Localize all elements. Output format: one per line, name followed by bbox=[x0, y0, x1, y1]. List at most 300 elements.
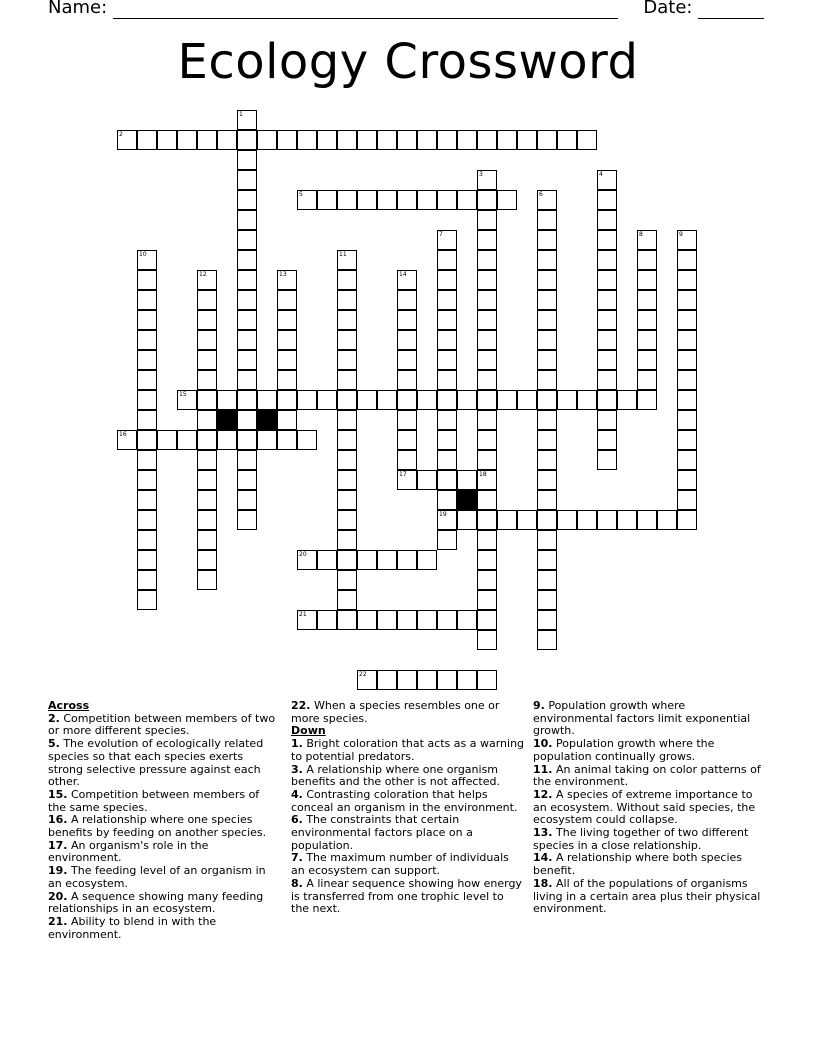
crossword-cell[interactable] bbox=[437, 670, 457, 690]
crossword-cell[interactable] bbox=[637, 230, 657, 250]
crossword-cell[interactable] bbox=[137, 530, 157, 550]
clue-number-label: 22. bbox=[291, 699, 311, 712]
crossword-cell[interactable] bbox=[237, 390, 257, 410]
crossword-cell[interactable] bbox=[477, 550, 497, 570]
crossword-cell[interactable] bbox=[637, 250, 657, 270]
crossword-cell[interactable] bbox=[317, 190, 337, 210]
crossword-cell[interactable] bbox=[237, 190, 257, 210]
crossword-cell[interactable] bbox=[477, 230, 497, 250]
clue-number: 11 bbox=[339, 251, 347, 258]
crossword-cell[interactable] bbox=[277, 330, 297, 350]
crossword-cell[interactable] bbox=[137, 370, 157, 390]
crossword-cell[interactable] bbox=[677, 490, 697, 510]
crossword-cell[interactable] bbox=[457, 510, 477, 530]
crossword-cell[interactable] bbox=[597, 450, 617, 470]
crossword-cell[interactable] bbox=[237, 130, 257, 150]
crossword-cell[interactable] bbox=[237, 210, 257, 230]
crossword-cell[interactable] bbox=[137, 550, 157, 570]
crossword-cell[interactable] bbox=[597, 410, 617, 430]
crossword-cell[interactable] bbox=[397, 410, 417, 430]
crossword-cell[interactable] bbox=[277, 390, 297, 410]
crossword-cell[interactable] bbox=[457, 390, 477, 410]
crossword-cell[interactable] bbox=[237, 290, 257, 310]
crossword-cell[interactable] bbox=[617, 510, 637, 530]
crossword-cell[interactable] bbox=[537, 330, 557, 350]
crossword-cell[interactable] bbox=[377, 190, 397, 210]
crossword-cell[interactable] bbox=[137, 450, 157, 470]
crossword-cell[interactable] bbox=[337, 190, 357, 210]
crossword-cell[interactable] bbox=[417, 610, 437, 630]
down-heading: Down bbox=[291, 724, 326, 738]
crossword-cell[interactable] bbox=[437, 350, 457, 370]
crossword-cell[interactable] bbox=[677, 390, 697, 410]
crossword-cell[interactable] bbox=[617, 390, 637, 410]
crossword-cell[interactable] bbox=[437, 270, 457, 290]
crossword-cell[interactable] bbox=[197, 470, 217, 490]
clue-number: 21 bbox=[299, 611, 307, 618]
crossword-cell[interactable] bbox=[477, 390, 497, 410]
crossword-cell[interactable] bbox=[337, 350, 357, 370]
crossword-cell[interactable] bbox=[597, 330, 617, 350]
crossword-cell[interactable] bbox=[477, 610, 497, 630]
crossword-cell[interactable] bbox=[437, 530, 457, 550]
across-clue-list-continued bbox=[291, 700, 525, 725]
crossword-cell[interactable] bbox=[237, 410, 257, 430]
crossword-cell[interactable] bbox=[597, 390, 617, 410]
crossword-cell[interactable] bbox=[197, 430, 217, 450]
crossword-cell[interactable] bbox=[517, 390, 537, 410]
crossword-cell[interactable] bbox=[417, 670, 437, 690]
clue-text: An organism's role in the environment. bbox=[48, 838, 209, 865]
crossword-cell[interactable] bbox=[137, 270, 157, 290]
crossword-cell[interactable] bbox=[597, 190, 617, 210]
crossword-cell[interactable] bbox=[337, 610, 357, 630]
crossword-cell[interactable] bbox=[337, 390, 357, 410]
crossword-cell[interactable] bbox=[537, 630, 557, 650]
crossword-cell[interactable] bbox=[197, 390, 217, 410]
crossword-cell[interactable] bbox=[337, 290, 357, 310]
crossword-cell[interactable] bbox=[397, 370, 417, 390]
clue-number: 2 bbox=[119, 131, 123, 138]
crossword-cell[interactable] bbox=[297, 390, 317, 410]
crossword-cell[interactable] bbox=[437, 130, 457, 150]
crossword-cell[interactable] bbox=[637, 290, 657, 310]
crossword-cell[interactable] bbox=[397, 290, 417, 310]
crossword-cell[interactable] bbox=[157, 430, 177, 450]
crossword-cell[interactable] bbox=[477, 430, 497, 450]
crossword-cell[interactable] bbox=[277, 410, 297, 430]
crossword-cell[interactable] bbox=[677, 250, 697, 270]
crossword-cell[interactable] bbox=[177, 130, 197, 150]
crossword-cell[interactable] bbox=[637, 390, 657, 410]
crossword-cell[interactable] bbox=[397, 550, 417, 570]
clue-number-label: 8. bbox=[291, 876, 303, 890]
crossword-cell[interactable] bbox=[497, 510, 517, 530]
crossword-cell[interactable] bbox=[197, 510, 217, 530]
crossword-cell[interactable] bbox=[477, 530, 497, 550]
black-square bbox=[257, 410, 277, 430]
crossword-cell[interactable] bbox=[537, 210, 557, 230]
crossword-cell[interactable] bbox=[597, 290, 617, 310]
crossword-cell[interactable] bbox=[197, 490, 217, 510]
crossword-cell[interactable] bbox=[597, 430, 617, 450]
crossword-cell[interactable] bbox=[477, 510, 497, 530]
crossword-cell[interactable] bbox=[477, 590, 497, 610]
crossword-cell[interactable] bbox=[477, 410, 497, 430]
crossword-cell[interactable] bbox=[557, 130, 577, 150]
crossword-cell[interactable] bbox=[597, 250, 617, 270]
crossword-cell[interactable] bbox=[677, 410, 697, 430]
crossword-cell[interactable] bbox=[357, 670, 377, 690]
crossword-cell[interactable] bbox=[337, 490, 357, 510]
crossword-cell[interactable] bbox=[417, 390, 437, 410]
crossword-cell[interactable] bbox=[537, 350, 557, 370]
crossword-cell[interactable] bbox=[597, 370, 617, 390]
crossword-cell[interactable] bbox=[497, 190, 517, 210]
crossword-cell[interactable] bbox=[197, 530, 217, 550]
crossword-cell[interactable] bbox=[337, 590, 357, 610]
crossword-cell[interactable] bbox=[477, 310, 497, 330]
crossword-cell[interactable] bbox=[277, 290, 297, 310]
clue bbox=[48, 840, 276, 865]
crossword-cell[interactable] bbox=[677, 290, 697, 310]
crossword-cell[interactable] bbox=[577, 130, 597, 150]
crossword-cell[interactable] bbox=[217, 130, 237, 150]
crossword-cell[interactable] bbox=[337, 570, 357, 590]
crossword-cell[interactable] bbox=[537, 270, 557, 290]
crossword-cell[interactable] bbox=[237, 230, 257, 250]
crossword-cell[interactable] bbox=[157, 130, 177, 150]
crossword-cell[interactable] bbox=[677, 450, 697, 470]
crossword-cell[interactable] bbox=[237, 450, 257, 470]
crossword-cell[interactable] bbox=[297, 610, 317, 630]
crossword-cell[interactable] bbox=[177, 430, 197, 450]
crossword-cell[interactable] bbox=[337, 130, 357, 150]
crossword-cell[interactable] bbox=[337, 470, 357, 490]
crossword-cell[interactable] bbox=[637, 330, 657, 350]
crossword-cell[interactable] bbox=[397, 130, 417, 150]
crossword-cell[interactable] bbox=[317, 390, 337, 410]
clue-number: 16 bbox=[119, 431, 127, 438]
crossword-cell[interactable] bbox=[377, 610, 397, 630]
crossword-cell[interactable] bbox=[337, 430, 357, 450]
crossword-cell[interactable] bbox=[537, 310, 557, 330]
crossword-cell[interactable] bbox=[237, 490, 257, 510]
crossword-cell[interactable] bbox=[537, 230, 557, 250]
crossword-cell[interactable] bbox=[537, 530, 557, 550]
crossword-cell[interactable] bbox=[137, 510, 157, 530]
crossword-cell[interactable] bbox=[237, 250, 257, 270]
crossword-cell[interactable] bbox=[197, 130, 217, 150]
crossword-cell[interactable] bbox=[477, 470, 497, 490]
crossword-cell[interactable] bbox=[277, 350, 297, 370]
clue-text: A species of extreme importance to an ecosystem. Without said species, the ecosystem could collapse. bbox=[533, 787, 756, 827]
crossword-cell[interactable] bbox=[477, 170, 497, 190]
crossword-cell[interactable] bbox=[137, 410, 157, 430]
crossword-cell[interactable] bbox=[197, 330, 217, 350]
crossword-cell[interactable] bbox=[397, 270, 417, 290]
crossword-cell[interactable] bbox=[137, 570, 157, 590]
crossword-cell[interactable] bbox=[457, 610, 477, 630]
crossword-cell[interactable] bbox=[537, 610, 557, 630]
crossword-cell[interactable] bbox=[537, 450, 557, 470]
crossword-cell[interactable] bbox=[437, 490, 457, 510]
crossword-cell[interactable] bbox=[137, 490, 157, 510]
crossword-cell[interactable] bbox=[357, 190, 377, 210]
crossword-cell[interactable] bbox=[357, 610, 377, 630]
crossword-cell[interactable] bbox=[337, 510, 357, 530]
crossword-cell[interactable] bbox=[597, 230, 617, 250]
crossword-cell[interactable] bbox=[477, 370, 497, 390]
crossword-cell[interactable] bbox=[597, 170, 617, 190]
crossword-cell[interactable] bbox=[277, 370, 297, 390]
crossword-cell[interactable] bbox=[437, 310, 457, 330]
crossword-cell[interactable] bbox=[337, 370, 357, 390]
crossword-cell[interactable] bbox=[637, 370, 657, 390]
crossword-cell[interactable] bbox=[537, 470, 557, 490]
crossword-cell[interactable] bbox=[677, 510, 697, 530]
crossword-cell[interactable] bbox=[397, 350, 417, 370]
crossword-cell[interactable] bbox=[477, 330, 497, 350]
crossword-cell[interactable] bbox=[397, 310, 417, 330]
clue-number-label: 3. bbox=[291, 762, 303, 776]
crossword-cell[interactable] bbox=[637, 270, 657, 290]
crossword-cell[interactable] bbox=[197, 370, 217, 390]
black-square bbox=[217, 410, 237, 430]
crossword-cell[interactable] bbox=[437, 190, 457, 210]
crossword-cell[interactable] bbox=[397, 390, 417, 410]
crossword-cell[interactable] bbox=[537, 510, 557, 530]
crossword-cell[interactable] bbox=[197, 410, 217, 430]
crossword-cell[interactable] bbox=[637, 310, 657, 330]
crossword-cell[interactable] bbox=[437, 230, 457, 250]
crossword-cell[interactable] bbox=[377, 670, 397, 690]
crossword-cell[interactable] bbox=[197, 290, 217, 310]
crossword-cell[interactable] bbox=[597, 270, 617, 290]
crossword-cell[interactable] bbox=[237, 330, 257, 350]
crossword-cell[interactable] bbox=[537, 290, 557, 310]
crossword-cell[interactable] bbox=[597, 350, 617, 370]
crossword-cell[interactable] bbox=[477, 490, 497, 510]
crossword-cell[interactable] bbox=[137, 250, 157, 270]
crossword-cell[interactable] bbox=[457, 190, 477, 210]
crossword-cell[interactable] bbox=[197, 270, 217, 290]
crossword-cell[interactable] bbox=[337, 310, 357, 330]
crossword-cell[interactable] bbox=[297, 550, 317, 570]
crossword-cell[interactable] bbox=[537, 570, 557, 590]
crossword-cell[interactable] bbox=[137, 470, 157, 490]
crossword-cell[interactable] bbox=[597, 210, 617, 230]
crossword-cell[interactable] bbox=[477, 350, 497, 370]
crossword-cell[interactable] bbox=[257, 430, 277, 450]
crossword-cell[interactable] bbox=[197, 570, 217, 590]
crossword-cell[interactable] bbox=[417, 130, 437, 150]
crossword-cell[interactable] bbox=[237, 350, 257, 370]
crossword-cell[interactable] bbox=[417, 550, 437, 570]
crossword-cell[interactable] bbox=[137, 290, 157, 310]
crossword-cell[interactable] bbox=[557, 390, 577, 410]
crossword-cell[interactable] bbox=[537, 130, 557, 150]
crossword-cell[interactable] bbox=[197, 310, 217, 330]
crossword-cell[interactable] bbox=[437, 450, 457, 470]
crossword-cell[interactable] bbox=[277, 270, 297, 290]
crossword-cell[interactable] bbox=[537, 410, 557, 430]
crossword-cell[interactable] bbox=[397, 670, 417, 690]
crossword-cell[interactable] bbox=[637, 350, 657, 370]
clue-text: A relationship where one species benefits by feeding on another species. bbox=[48, 813, 267, 840]
crossword-cell[interactable] bbox=[237, 370, 257, 390]
crossword-cell[interactable] bbox=[477, 570, 497, 590]
crossword-cell[interactable] bbox=[677, 370, 697, 390]
crossword-cell[interactable] bbox=[337, 330, 357, 350]
crossword-cell[interactable] bbox=[377, 390, 397, 410]
crossword-cell[interactable] bbox=[677, 470, 697, 490]
crossword-cell[interactable] bbox=[377, 130, 397, 150]
crossword-cell[interactable] bbox=[397, 330, 417, 350]
crossword-cell[interactable] bbox=[337, 250, 357, 270]
crossword-cell[interactable] bbox=[237, 110, 257, 130]
crossword-cell[interactable] bbox=[577, 510, 597, 530]
crossword-cell[interactable] bbox=[237, 310, 257, 330]
crossword-cell[interactable] bbox=[557, 510, 577, 530]
crossword-cell[interactable] bbox=[197, 350, 217, 370]
crossword-cell[interactable] bbox=[437, 610, 457, 630]
crossword-cell[interactable] bbox=[477, 130, 497, 150]
crossword-cell[interactable] bbox=[297, 130, 317, 150]
crossword-cell[interactable] bbox=[457, 130, 477, 150]
crossword-cell[interactable] bbox=[537, 550, 557, 570]
crossword-cell[interactable] bbox=[337, 270, 357, 290]
crossword-cell[interactable] bbox=[677, 310, 697, 330]
crossword-cell[interactable] bbox=[437, 510, 457, 530]
crossword-cell[interactable] bbox=[537, 430, 557, 450]
crossword-cell[interactable] bbox=[337, 550, 357, 570]
crossword-cell[interactable] bbox=[477, 270, 497, 290]
crossword-cell[interactable] bbox=[197, 450, 217, 470]
crossword-cell[interactable] bbox=[137, 350, 157, 370]
crossword-cell[interactable] bbox=[237, 510, 257, 530]
clue-number-label: 5. bbox=[48, 737, 60, 751]
crossword-cell[interactable] bbox=[277, 130, 297, 150]
crossword-cell[interactable] bbox=[137, 590, 157, 610]
clue bbox=[533, 700, 763, 738]
crossword-cell[interactable] bbox=[237, 270, 257, 290]
crossword-cell[interactable] bbox=[117, 430, 137, 450]
crossword-cell[interactable] bbox=[457, 470, 477, 490]
crossword-cell[interactable] bbox=[537, 590, 557, 610]
crossword-cell[interactable] bbox=[337, 530, 357, 550]
crossword-cell[interactable] bbox=[477, 670, 497, 690]
crossword-cell[interactable] bbox=[477, 630, 497, 650]
crossword-cell[interactable] bbox=[477, 210, 497, 230]
crossword-cell[interactable] bbox=[277, 310, 297, 330]
crossword-cell[interactable] bbox=[537, 190, 557, 210]
crossword-cell[interactable] bbox=[337, 410, 357, 430]
crossword-cell[interactable] bbox=[677, 270, 697, 290]
crossword-cell[interactable] bbox=[577, 390, 597, 410]
crossword-cell[interactable] bbox=[517, 510, 537, 530]
crossword-cell[interactable] bbox=[137, 390, 157, 410]
crossword-cell[interactable] bbox=[417, 190, 437, 210]
crossword-cell[interactable] bbox=[277, 430, 297, 450]
crossword-cell[interactable] bbox=[337, 450, 357, 470]
crossword-cell[interactable] bbox=[437, 330, 457, 350]
crossword-cell[interactable] bbox=[357, 550, 377, 570]
crossword-cell[interactable] bbox=[177, 390, 197, 410]
crossword-cell[interactable] bbox=[537, 390, 557, 410]
crossword-cell[interactable] bbox=[137, 130, 157, 150]
crossword-cell[interactable] bbox=[437, 390, 457, 410]
crossword-cell[interactable] bbox=[537, 250, 557, 270]
crossword-cell[interactable] bbox=[677, 430, 697, 450]
crossword-cell[interactable] bbox=[137, 430, 157, 450]
crossword-cell[interactable] bbox=[297, 190, 317, 210]
crossword-cell[interactable] bbox=[677, 230, 697, 250]
crossword-cell[interactable] bbox=[417, 470, 437, 490]
crossword-cell[interactable] bbox=[657, 510, 677, 530]
crossword-cell[interactable] bbox=[237, 170, 257, 190]
crossword-cell[interactable] bbox=[237, 150, 257, 170]
crossword-cell[interactable] bbox=[397, 190, 417, 210]
crossword-cell[interactable] bbox=[437, 410, 457, 430]
crossword-cell[interactable] bbox=[597, 310, 617, 330]
crossword-cell[interactable] bbox=[117, 130, 137, 150]
crossword-cell[interactable] bbox=[397, 430, 417, 450]
crossword-cell[interactable] bbox=[517, 130, 537, 150]
crossword-cell[interactable] bbox=[597, 510, 617, 530]
crossword-cell[interactable] bbox=[437, 250, 457, 270]
crossword-cell[interactable] bbox=[317, 550, 337, 570]
crossword-cell[interactable] bbox=[437, 290, 457, 310]
crossword-cell[interactable] bbox=[537, 370, 557, 390]
clue bbox=[48, 789, 276, 814]
crossword-cell[interactable] bbox=[397, 470, 417, 490]
crossword-cell[interactable] bbox=[677, 330, 697, 350]
crossword-cell[interactable] bbox=[457, 670, 477, 690]
crossword-cell[interactable] bbox=[437, 430, 457, 450]
crossword-cell[interactable] bbox=[377, 550, 397, 570]
crossword-cell[interactable] bbox=[477, 190, 497, 210]
crossword-cell[interactable] bbox=[217, 390, 237, 410]
crossword-cell[interactable] bbox=[217, 430, 237, 450]
crossword-cell[interactable] bbox=[357, 130, 377, 150]
crossword-cell[interactable] bbox=[537, 490, 557, 510]
crossword-cell[interactable] bbox=[357, 390, 377, 410]
crossword-cell[interactable] bbox=[137, 310, 157, 330]
crossword-cell[interactable] bbox=[237, 470, 257, 490]
crossword-cell[interactable] bbox=[397, 450, 417, 470]
crossword-cell[interactable] bbox=[297, 430, 317, 450]
crossword-cell[interactable] bbox=[137, 330, 157, 350]
crossword-cell[interactable] bbox=[497, 390, 517, 410]
crossword-cell[interactable] bbox=[397, 610, 417, 630]
clue bbox=[48, 814, 276, 839]
crossword-cell[interactable] bbox=[257, 390, 277, 410]
crossword-cell[interactable] bbox=[477, 290, 497, 310]
crossword-cell[interactable] bbox=[477, 250, 497, 270]
crossword-cell[interactable] bbox=[437, 370, 457, 390]
crossword-cell[interactable] bbox=[437, 470, 457, 490]
crossword-cell[interactable] bbox=[497, 130, 517, 150]
crossword-cell[interactable] bbox=[237, 430, 257, 450]
crossword-cell[interactable] bbox=[317, 130, 337, 150]
crossword-cell[interactable] bbox=[637, 510, 657, 530]
crossword-cell[interactable] bbox=[197, 550, 217, 570]
crossword-cell[interactable] bbox=[317, 610, 337, 630]
crossword-cell[interactable] bbox=[477, 450, 497, 470]
crossword-cell[interactable] bbox=[677, 350, 697, 370]
crossword-cell[interactable] bbox=[257, 130, 277, 150]
